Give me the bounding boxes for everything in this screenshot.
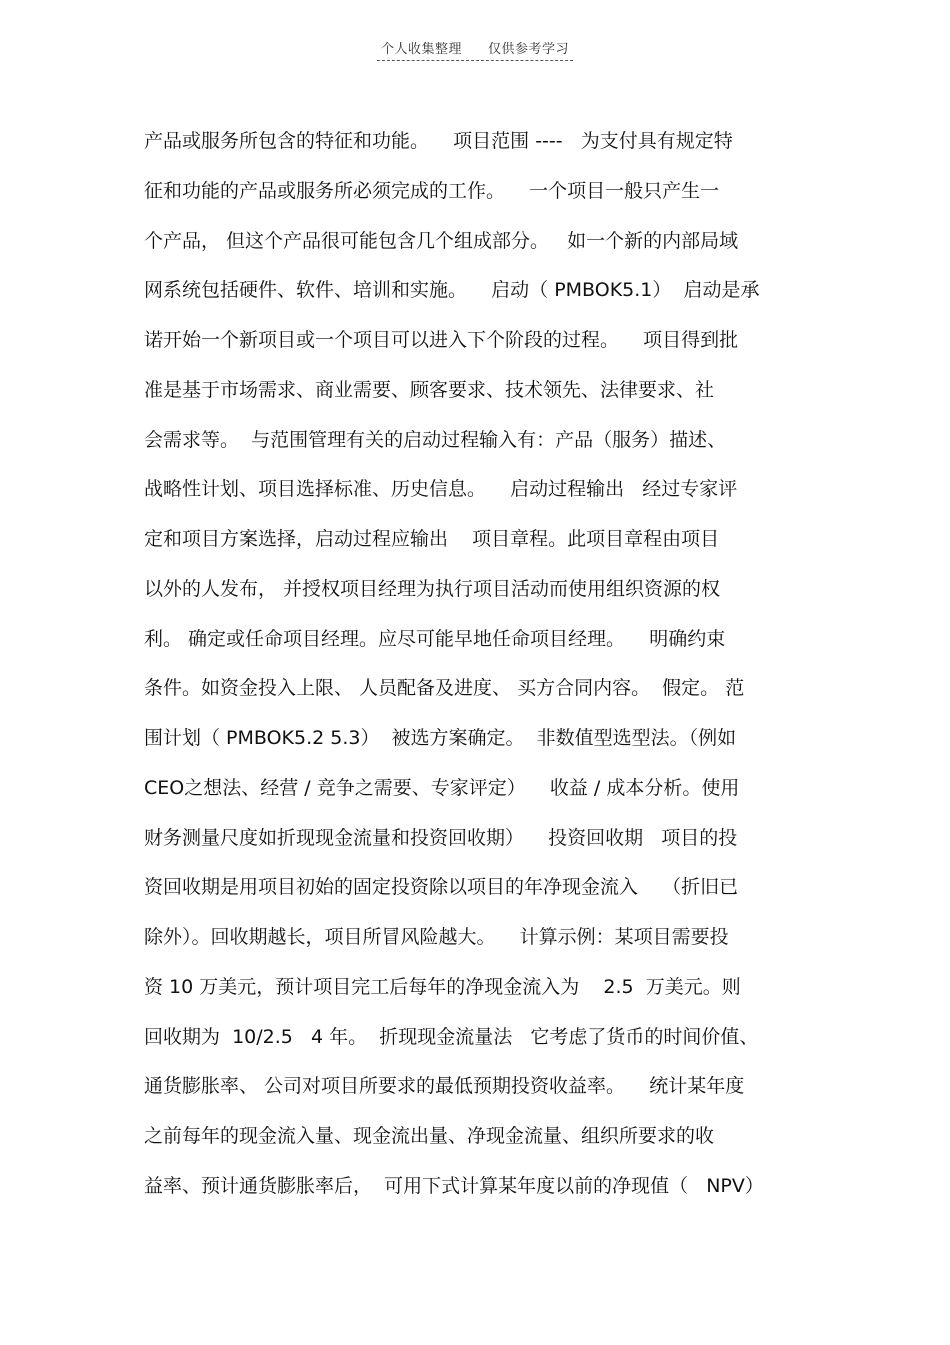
text-line: 征和功能的产品或服务所必须完成的工作。 一个项目一般只产生一 <box>144 179 720 202</box>
text-line: 之前每年的现金流入量、现金流出量、净现金流量、组织所要求的收 <box>144 1125 715 1147</box>
text-line: 通货膨胀率、 公司对项目所要求的最低预期投资收益率。 统计某年度 <box>144 1075 745 1098</box>
text-line: 财务测量尺度如折现现金流量和投资回收期） 投资回收期 项目的投 <box>144 826 738 849</box>
text-line: 除外）。回收期越长，项目所冒风险越大。 计算示例：某项目需要投 <box>144 926 729 948</box>
text-line: 益率、预计通货膨胀率后， 可用下式计算某年度以前的净现值（ NPV） <box>144 1174 764 1197</box>
text-line: 诺开始一个新项目或一个项目可以进入下个阶段的过程。 项目得到批 <box>144 329 739 351</box>
text-line: 以外的人发布， 并授权项目经理为执行项目活动而使用组织资源的权 <box>144 577 721 600</box>
text-line: 资回收期是用项目初始的固定投资除以项目的年净现金流入 （折旧已 <box>144 876 739 899</box>
text-line: 产品或服务所包含的特征和功能。 项目范围 ---- 为支付具有规定特 <box>144 130 733 152</box>
text-line: 个产品， 但这个产品很可能包含几个组成部分。 如一个新的内部局域 <box>144 229 739 252</box>
document-body <box>144 124 809 1219</box>
header-banner <box>377 38 573 61</box>
header-right-text: 仅供参考学习 <box>488 42 570 57</box>
text-line: 战略性计划、项目选择标准、历史信息。 启动过程输出 经过专家评 <box>144 478 738 501</box>
text-line: 资 10 万美元，预计项目完工后每年的净现金流入为 2.5 万美元。则 <box>144 975 741 998</box>
text-line: CEO之想法、经营 / 竞争之需要、专家评定） 收益 / 成本分析。使用 <box>144 776 740 799</box>
text-line: 准是基于市场需求、商业需要、顾客要求、技术领先、法律要求、社 <box>144 378 715 401</box>
text-line: 利。 确定或任命项目经理。应尽可能早地任命项目经理。 明确约束 <box>144 627 726 650</box>
text-line: 回收期为 10/2.5 4 年。 折现现金流量法 它考虑了货币的时间价值、 <box>144 1025 759 1048</box>
page-header <box>0 38 950 61</box>
header-left-text: 个人收集整理 <box>380 42 462 57</box>
text-line: 条件。如资金投入上限、 人员配备及进度、 买方合同内容。 假定。 范 <box>144 677 745 700</box>
text-line: 会需求等。 与范围管理有关的启动过程输入有：产品（服务）描述、 <box>144 428 727 451</box>
text-line: 围计划（ PMBOK5.2 5.3） 被选方案确定。 非数值型选型法。（例如 <box>144 727 737 749</box>
text-line: 定和项目方案选择，启动过程应输出 项目章程。此项目章程由项目 <box>144 528 720 550</box>
text-line: 网系统包括硬件、软件、培训和实施。 启动（ PMBOK5.1） 启动是承 <box>144 279 760 302</box>
